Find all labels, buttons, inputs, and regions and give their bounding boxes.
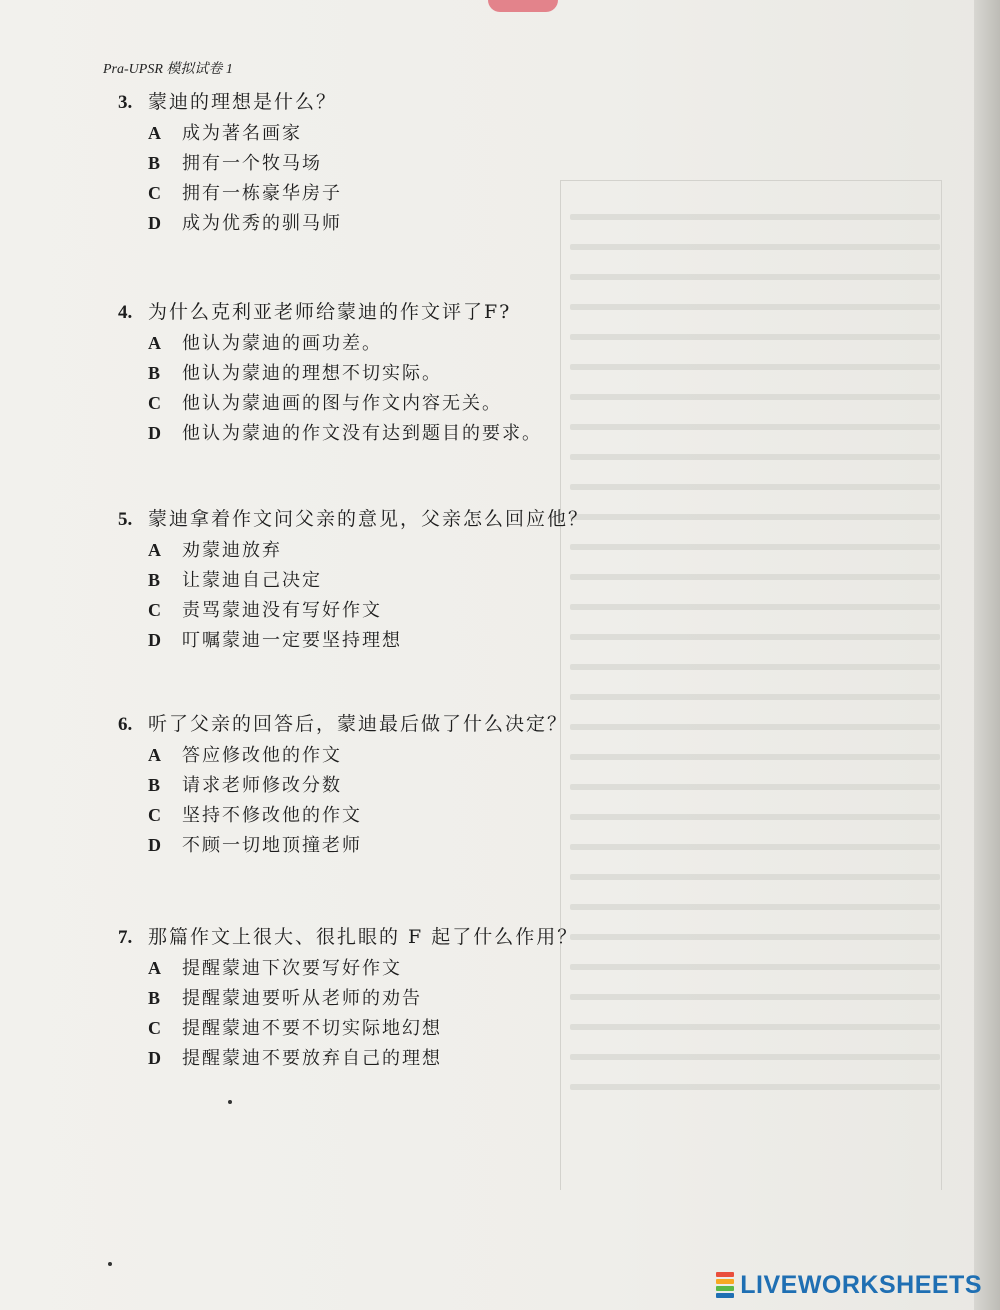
page-edge-shadow [974, 0, 1000, 1310]
bleed-line [570, 484, 940, 490]
scan-speck [228, 1100, 232, 1104]
option-letter: B [148, 570, 161, 590]
question-number: 6. [118, 714, 133, 735]
option-text: 叮嘱蒙迪一定要坚持理想 [182, 630, 402, 651]
question-text: 蒙迪拿着作文问父亲的意见，父亲怎么回应他？ [148, 508, 590, 530]
option-text: 成为著名画家 [182, 123, 302, 144]
option-text: 请求老师修改分数 [182, 775, 342, 796]
question-stem [118, 86, 638, 118]
question-number: 3. [118, 92, 133, 113]
option-d[interactable] [148, 1043, 638, 1073]
option-b[interactable] [148, 148, 638, 178]
question-number: 4. [118, 302, 133, 323]
option-letter: B [148, 775, 161, 795]
option-text: 他认为蒙迪的画功差。 [182, 333, 382, 354]
question-stem [118, 708, 638, 740]
option-letter: D [148, 835, 161, 855]
option-text: 他认为蒙迪的作文没有达到题目的要求。 [182, 423, 542, 444]
question-number: 7. [118, 927, 133, 948]
scan-speck [108, 1262, 112, 1266]
option-d[interactable] [148, 418, 638, 448]
logo-stripe-icon [716, 1293, 734, 1298]
option-b[interactable] [148, 358, 638, 388]
option-text: 提醒蒙迪不要不切实际地幻想 [182, 1018, 442, 1039]
option-b[interactable] [148, 565, 638, 595]
option-text: 拥有一栋豪华房子 [182, 183, 342, 204]
logo-stripe-icon [716, 1272, 734, 1277]
option-letter: C [148, 805, 161, 825]
option-text: 让蒙迪自己决定 [182, 570, 322, 591]
option-a[interactable] [148, 740, 638, 770]
option-d[interactable] [148, 208, 638, 238]
question-text: 听了父亲的回答后，蒙迪最后做了什么决定？ [148, 713, 569, 735]
option-text: 他认为蒙迪的理想不切实际。 [182, 363, 442, 384]
option-letter: A [148, 333, 161, 353]
option-a[interactable] [148, 535, 638, 565]
question-4 [118, 296, 638, 448]
question-text: 为什么克利亚老师给蒙迪的作文评了F? [148, 301, 512, 323]
option-letter: A [148, 123, 161, 143]
question-5 [118, 503, 638, 655]
question-3 [118, 86, 638, 238]
bleed-line [570, 694, 940, 700]
bleed-line [570, 904, 940, 910]
option-letter: B [148, 153, 161, 173]
option-text: 答应修改他的作文 [182, 745, 342, 766]
option-letter: B [148, 988, 161, 1008]
option-c[interactable] [148, 178, 638, 208]
option-letter: A [148, 958, 161, 978]
question-text: 蒙迪的理想是什么？ [148, 91, 338, 113]
option-text: 提醒蒙迪下次要写好作文 [182, 958, 402, 979]
option-letter: C [148, 600, 161, 620]
page-header: Pra-UPSR 模拟试卷 1 [103, 62, 233, 77]
question-7 [118, 921, 638, 1073]
question-text: 那篇作文上很大、很扎眼的 F 起了什么作用？ [148, 926, 579, 948]
option-text: 责骂蒙迪没有写好作文 [182, 600, 382, 621]
option-b[interactable] [148, 770, 638, 800]
option-letter: C [148, 183, 161, 203]
option-text: 不顾一切地顶撞老师 [182, 835, 362, 856]
option-text: 提醒蒙迪不要放弃自己的理想 [182, 1048, 442, 1069]
option-a[interactable] [148, 328, 638, 358]
question-number: 5. [118, 509, 133, 530]
option-a[interactable] [148, 118, 638, 148]
option-c[interactable] [148, 800, 638, 830]
liveworksheets-logo-icon [716, 1272, 734, 1298]
option-text: 劝蒙迪放弃 [182, 540, 282, 561]
bleed-line [570, 244, 940, 250]
option-text: 拥有一个牧马场 [182, 153, 322, 174]
logo-stripe-icon [716, 1286, 734, 1291]
option-letter: B [148, 363, 161, 383]
liveworksheets-watermark [716, 1270, 982, 1300]
option-letter: C [148, 393, 161, 413]
bleed-line [570, 1084, 940, 1090]
bleed-line [570, 664, 940, 670]
option-letter: C [148, 1018, 161, 1038]
option-text: 坚持不修改他的作文 [182, 805, 362, 826]
option-letter: A [148, 540, 161, 560]
option-d[interactable] [148, 830, 638, 860]
option-letter: D [148, 1048, 161, 1068]
question-stem [118, 921, 638, 953]
question-stem [118, 296, 638, 328]
question-6 [118, 708, 638, 860]
question-stem [118, 503, 638, 535]
option-text: 提醒蒙迪要听从老师的劝告 [182, 988, 422, 1009]
bleed-line [570, 874, 940, 880]
option-a[interactable] [148, 953, 638, 983]
option-b[interactable] [148, 983, 638, 1013]
option-text: 成为优秀的驯马师 [182, 213, 342, 234]
option-c[interactable] [148, 595, 638, 625]
bleed-line [570, 454, 940, 460]
logo-stripe-icon [716, 1279, 734, 1284]
option-letter: D [148, 630, 161, 650]
option-letter: D [148, 213, 161, 233]
option-text: 他认为蒙迪画的图与作文内容无关。 [182, 393, 502, 414]
option-d[interactable] [148, 625, 638, 655]
option-c[interactable] [148, 388, 638, 418]
red-ink-mark [488, 0, 558, 12]
option-letter: A [148, 745, 161, 765]
bleed-line [570, 274, 940, 280]
option-letter: D [148, 423, 161, 443]
option-c[interactable] [148, 1013, 638, 1043]
liveworksheets-brand: LIVEWORKSHEETS [740, 1270, 982, 1299]
